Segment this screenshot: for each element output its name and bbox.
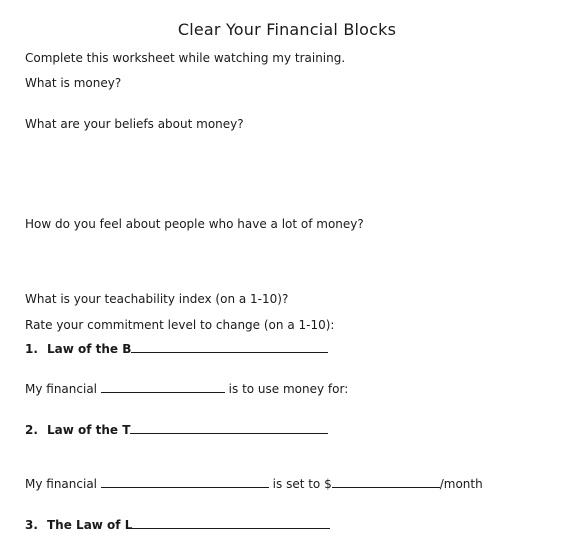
law-1-row <box>25 341 328 357</box>
question-commitment-level: Rate your commitment level to change (on a 1-10): <box>25 318 335 332</box>
financial-use-prefix: My financial <box>25 382 98 396</box>
question-feelings-about-wealthy: How do you feel about people who have a lot of money? <box>25 217 364 231</box>
financial-set-blank[interactable] <box>101 476 269 488</box>
financial-set-prefix: My financial <box>25 477 98 491</box>
law-3-label: The Law of L <box>47 518 133 532</box>
intro-text: Complete this worksheet while watching my training. <box>25 51 346 65</box>
financial-use-row <box>25 381 348 397</box>
financial-set-suffix: /month <box>439 477 483 491</box>
law-1-blank[interactable] <box>131 341 328 353</box>
law-3-row <box>25 517 330 533</box>
law-3-number: 3. <box>25 518 38 532</box>
financial-use-suffix: is to use money for: <box>228 382 349 396</box>
monthly-amount-blank[interactable] <box>332 476 440 488</box>
financial-use-blank[interactable] <box>101 381 225 393</box>
question-teachability-index: What is your teachability index (on a 1-10)? <box>25 292 289 306</box>
worksheet-title: Clear Your Financial Blocks <box>177 20 397 39</box>
question-what-is-money: What is money? <box>25 76 122 90</box>
law-1-label: Law of the B <box>47 342 132 356</box>
financial-set-middle: is set to $ <box>272 477 332 491</box>
law-2-blank[interactable] <box>130 422 328 434</box>
law-3-blank[interactable] <box>132 517 330 529</box>
financial-set-row <box>25 476 483 492</box>
law-2-label: Law of the T <box>47 423 131 437</box>
law-2-number: 2. <box>25 423 38 437</box>
law-2-row <box>25 422 328 438</box>
question-beliefs-about-money: What are your beliefs about money? <box>25 117 244 131</box>
law-1-number: 1. <box>25 342 38 356</box>
